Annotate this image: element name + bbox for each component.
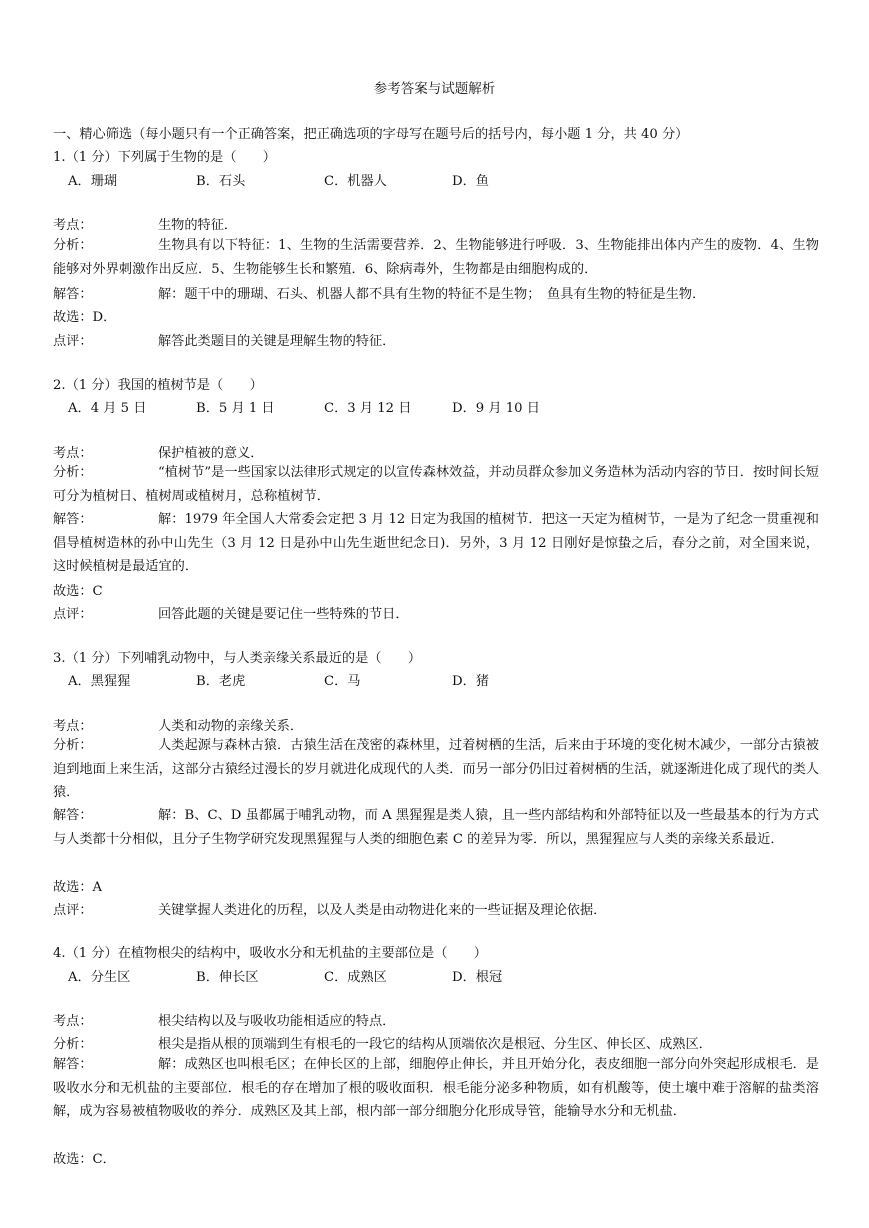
- dianping-text: 解答此类题目的关键是理解生物的特征．: [158, 334, 396, 349]
- option-c: C．3 月 12 日: [324, 401, 412, 416]
- question-1-options: [68, 170, 580, 189]
- dianping-label: 点评：: [53, 903, 93, 918]
- dianping-text: 回答此题的关键是要记住一些特殊的节日．: [158, 607, 409, 622]
- option-b: B．老虎: [196, 674, 246, 689]
- jieda-label: 解答：: [53, 287, 93, 302]
- jieda-text: 解：成熟区也叫根毛区；在伸长区的上部，细胞停止伸长，并且开始分化，表皮细胞一部分向外突起形成根毛．是吸收水分和无机盐的主要部位．根毛的存在增加了根的吸收面积．根毛能分泌多种物质，如有机酸等，使土壤中难于溶解的盐类溶解，成为容易被植物吸收的养分．成熟区及其上部，根内部一部分细胞分化形成导管，能输导水分和无机盐．: [53, 1057, 819, 1120]
- kaodian-text: 生物的特征．: [158, 218, 238, 233]
- option-d: D．根冠: [452, 970, 503, 985]
- q3-jieda-row: [53, 804, 819, 851]
- fenxi-text: 人类起源与森林古猿．古猿生活在茂密的森林里，过着树栖的生活，后来由于环境的变化树木减少，一部分古猿被迫到地面上来生活，这部分古猿经过漫长的岁月就进化成现代的人类．而另一部分仍旧过着树栖的生活，就逐渐进化成了现代的类人猿．: [53, 738, 819, 801]
- q3-dianping-row: [53, 899, 606, 918]
- dianping-label: 点评：: [53, 334, 93, 349]
- option-d: D．鱼: [452, 174, 489, 189]
- question-3-stem: 3.（1 分）下列哺乳动物中，与人类亲缘关系最近的是（ ）: [53, 651, 422, 666]
- page-title: 参考答案与试题解析: [373, 81, 496, 97]
- jieda-text: 解：题干中的珊瑚、石头、机器人都不具有生物的特征不是生物； 鱼具有生物的特征是生物．: [158, 287, 706, 302]
- q2-dianping-row: [53, 603, 409, 622]
- jieda-text: 解：B、C、D 虽都属于哺乳动物，而 A 黑猩猩是类人猿，且一些内部结构和外部特征以及一些最基本的行为方式与人类都十分相似，且分子生物学研究发现黑猩猩与人类的细胞色素 C 的差异为零．所以，黑猩猩应与人类的亲缘关系最近．: [53, 808, 819, 847]
- kaodian-text: 保护植被的意义．: [158, 446, 264, 461]
- q1-fenxi-row: [53, 234, 819, 281]
- option-a: A．分生区: [68, 970, 131, 985]
- fenxi-label: 分析：: [53, 738, 93, 753]
- section-heading: 一、精心筛选（每小题只有一个正确答案，把正确选项的字母写在题号后的括号内，每小题 1 分，共 40 分）: [53, 127, 689, 142]
- question-2-stem: 2.（1 分）我国的植树节是（ ）: [53, 378, 263, 393]
- option-a: A．4 月 5 日: [68, 401, 147, 416]
- q1-dianping-row: [53, 330, 395, 349]
- kaodian-label: 考点：: [53, 719, 93, 734]
- option-c: C．成熟区: [324, 970, 387, 985]
- q1-jieda-row: [53, 283, 705, 302]
- fenxi-text: 生物具有以下特征：1、生物的生活需要营养．2、生物能够进行呼吸．3、生物能排出体内产生的废物．4、生物能够对外界刺激作出反应．5、生物能够生长和繁殖．6、除病毒外，生物都是由细胞构成的．: [53, 238, 819, 277]
- question-4-stem: 4.（1 分）在植物根尖的结构中，吸收水分和无机盐的主要部位是（ ）: [53, 946, 487, 961]
- option-b: B．伸长区: [196, 970, 259, 985]
- fenxi-label: 分析：: [53, 1037, 93, 1052]
- option-a: A．黑猩猩: [68, 674, 131, 689]
- question-2-options: [68, 397, 580, 416]
- dianping-text: 关键掌握人类进化的历程，以及人类是由动物进化来的一些证据及理论依据．: [158, 903, 607, 918]
- q4-fenxi-row: [53, 1033, 712, 1052]
- kaodian-label: 考点：: [53, 1014, 93, 1029]
- option-c: C．机器人: [324, 174, 387, 189]
- q3-kaodian-row: [53, 715, 303, 734]
- q1-answer: 故选：D．: [53, 310, 117, 325]
- question-3-options: [68, 670, 580, 689]
- jieda-label: 解答：: [53, 1057, 93, 1072]
- option-c: C．马: [324, 674, 361, 689]
- question-4-options: [68, 966, 580, 985]
- fenxi-label: 分析：: [53, 465, 93, 480]
- question-1-stem: 1.（1 分）下列属于生物的是（ ）: [53, 150, 276, 165]
- option-a: A．珊瑚: [68, 174, 118, 189]
- q3-answer: 故选：A: [53, 880, 103, 895]
- q3-fenxi-row: [53, 734, 819, 805]
- q4-kaodian-row: [53, 1010, 395, 1029]
- option-b: B．石头: [196, 174, 246, 189]
- jieda-label: 解答：: [53, 512, 93, 527]
- q2-jieda-row: [53, 508, 819, 579]
- kaodian-label: 考点：: [53, 446, 93, 461]
- q2-kaodian-row: [53, 442, 264, 461]
- q2-answer: 故选：C: [53, 584, 103, 599]
- kaodian-text: 根尖结构以及与吸收功能相适应的特点．: [158, 1014, 396, 1029]
- kaodian-label: 考点：: [53, 218, 93, 233]
- kaodian-text: 人类和动物的亲缘关系．: [158, 719, 304, 734]
- fenxi-label: 分析：: [53, 238, 93, 253]
- q4-answer: 故选：C．: [53, 1152, 116, 1167]
- q4-jieda-row: [53, 1053, 819, 1124]
- jieda-label: 解答：: [53, 808, 93, 823]
- dianping-label: 点评：: [53, 607, 93, 622]
- fenxi-text: 根尖是指从根的顶端到生有根毛的一段它的结构从顶端依次是根冠、分生区、伸长区、成熟区．: [158, 1037, 712, 1052]
- q2-fenxi-row: [53, 461, 819, 508]
- fenxi-text: “植树节”是一些国家以法律形式规定的以宣传森林效益，并动员群众参加义务造林为活动内容的节日．按时间长短可分为植树日、植树周或植树月，总称植树节．: [53, 465, 819, 504]
- q1-kaodian-row: [53, 214, 237, 233]
- option-d: D．9 月 10 日: [452, 401, 540, 416]
- option-d: D．猪: [452, 674, 489, 689]
- jieda-text: 解：1979 年全国人大常委会定把 3 月 12 日定为我国的植树节．把这一天定为植树节，一是为了纪念一贯重视和倡导植树造林的孙中山先生（3 月 12 日是孙中山先生逝世纪念日)．另外，3 月 12 日刚好是惊蛰之后，春分之前，对全国来说，这时候植树是最适宜的．: [53, 512, 819, 575]
- option-b: B．5 月 1 日: [196, 401, 275, 416]
